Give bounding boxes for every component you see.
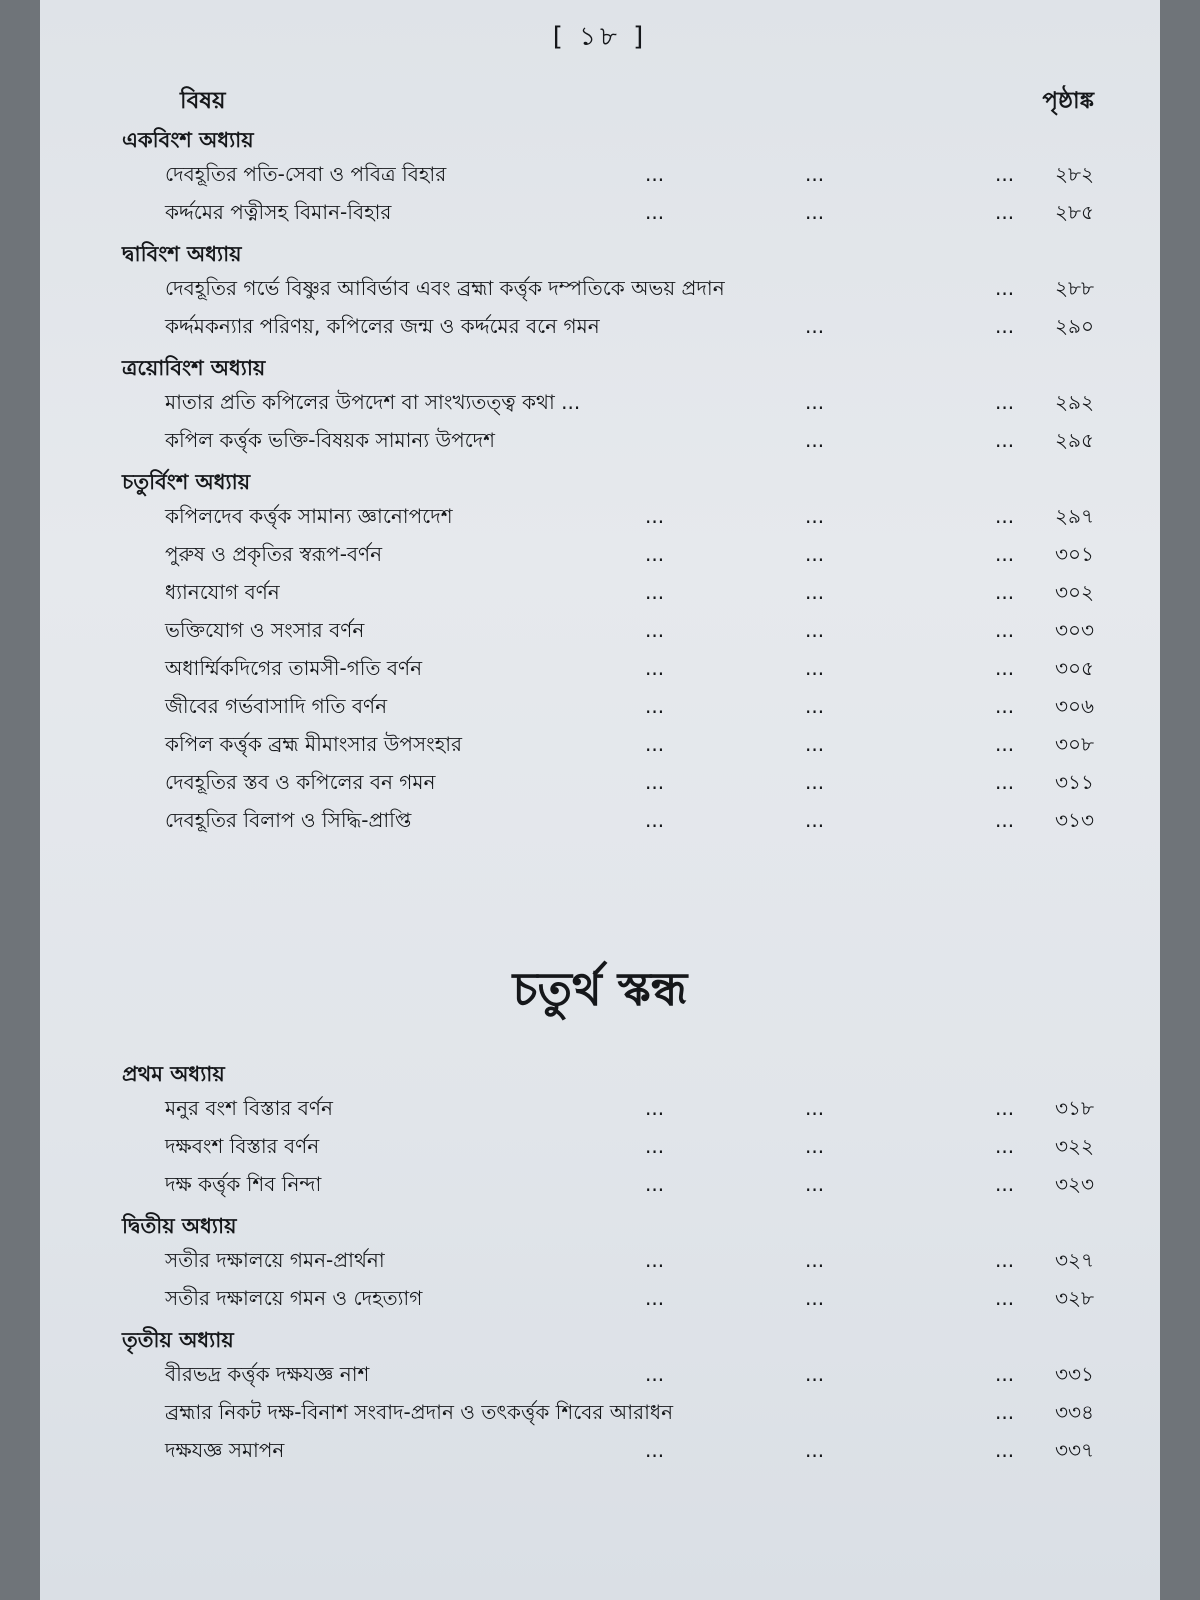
chapter-heading: দ্বিতীয় অধ্যায় [122,1214,237,1238]
entry-title: ধ্যানযোগ বর্ণন [165,580,280,604]
leader-dots: ... [995,1248,1015,1272]
leader-dots: ... [645,580,665,604]
entry-page-number: ২৮২ [1055,162,1094,186]
toc-entry [165,540,1094,570]
toc-entry [165,1360,1094,1390]
leader-dots: ... [995,1286,1015,1310]
entry-title: জীবের গর্ভবাসাদি গতি বর্ণন [165,694,388,718]
entry-title: কপিলদেব কর্ত্তৃক সামান্য জ্ঞানোপদেশ [165,504,453,528]
toc-entry [165,1246,1094,1276]
leader-dots: ... [995,580,1015,604]
entry-title: সতীর দক্ষালয়ে গমন-প্রার্থনা [165,1248,385,1272]
entry-title: ব্রহ্মার নিকট দক্ষ-বিনাশ সংবাদ-প্রদান ও তৎকর্ত্তৃক শিবের আরাধন [165,1400,674,1424]
chapter-heading: চতুর্বিংশ অধ্যায় [122,470,251,494]
leader-dots: ... [645,1362,665,1386]
leader-dots: ... [805,1362,825,1386]
leader-dots: ... [645,618,665,642]
toc-entry [165,1132,1094,1162]
leader-dots: ... [995,732,1015,756]
leader-dots: ... [995,276,1015,300]
leader-dots: ... [805,162,825,186]
leader-dots: ... [995,314,1015,338]
leader-dots: ... [645,1096,665,1120]
entry-page-number: ২৯৭ [1055,504,1094,528]
entry-page-number: ৩১৮ [1055,1096,1094,1120]
leader-dots: ... [995,656,1015,680]
leader-dots: ... [805,1172,825,1196]
entry-title: দেবহূতির পতি-সেবা ও পবিত্র বিহার [165,162,447,186]
entry-title: মাতার প্রতি কপিলের উপদেশ বা সাংখ্যতত্ত্ব কথা ... [165,390,581,414]
page-number: [ ১৮ ] [552,22,648,52]
entry-page-number: ২৮৮ [1055,276,1094,300]
entry-page-number: ২৯০ [1055,314,1094,338]
leader-dots: ... [995,1134,1015,1158]
entry-page-number: ২৮৫ [1055,200,1094,224]
leader-dots: ... [805,1438,825,1462]
leader-dots: ... [805,428,825,452]
entry-title: অধার্ম্মিকদিগের তামসী-গতি বর্ণন [165,656,423,680]
leader-dots: ... [805,390,825,414]
entry-title: দক্ষ কর্ত্তৃক শিব নিন্দা [165,1172,322,1196]
leader-dots: ... [995,770,1015,794]
toc-entry [165,692,1094,722]
entry-title: বীরভদ্র কর্ত্তৃক দক্ষযজ্ঞ নাশ [165,1362,370,1386]
entry-title: কপিল কর্ত্তৃক ব্রহ্ম মীমাংসার উপসংহার [165,732,463,756]
entry-page-number: ৩৩৪ [1055,1400,1094,1424]
leader-dots: ... [995,390,1015,414]
toc-entry [165,1094,1094,1124]
leader-dots: ... [995,1362,1015,1386]
leader-dots: ... [995,200,1015,224]
entry-title: কর্দ্দমের পত্নীসহ বিমান-বিহার [165,200,392,224]
entry-page-number: ৩১৩ [1055,808,1094,832]
leader-dots: ... [645,1172,665,1196]
leader-dots: ... [805,542,825,566]
toc-entry [165,1284,1094,1314]
leader-dots: ... [805,808,825,832]
entry-title: দক্ষযজ্ঞ সমাপন [165,1438,285,1462]
toc-entry [165,160,1094,190]
leader-dots: ... [805,200,825,224]
entry-title: সতীর দক্ষালয়ে গমন ও দেহত্যাগ [165,1286,423,1310]
leader-dots: ... [995,1172,1015,1196]
chapter-heading: প্রথম অধ্যায় [122,1062,225,1086]
leader-dots: ... [995,1400,1015,1424]
toc-entry [165,616,1094,646]
leader-dots: ... [805,656,825,680]
leader-dots: ... [995,694,1015,718]
toc-entry [165,388,1094,418]
entry-title: ভক্তিযোগ ও সংসার বর্ণন [165,618,365,642]
toc-entry [165,312,1094,342]
entry-page-number: ৩২৭ [1054,1248,1094,1272]
entry-page-number: ৩০১ [1055,542,1094,566]
toc-entry [165,1398,1094,1428]
leader-dots: ... [645,656,665,680]
leader-dots: ... [645,1248,665,1272]
toc-entry [165,768,1094,798]
part-title: চতুর্থ স্কন্ধ [512,962,688,1016]
chapter-heading: তৃতীয় অধ্যায় [122,1328,234,1352]
entry-page-number: ৩০৩ [1054,618,1094,642]
leader-dots: ... [805,770,825,794]
leader-dots: ... [995,428,1015,452]
leader-dots: ... [645,200,665,224]
entry-page-number: ৩০২ [1054,580,1094,604]
leader-dots: ... [645,770,665,794]
leader-dots: ... [645,1286,665,1310]
leader-dots: ... [805,1134,825,1158]
leader-dots: ... [995,618,1015,642]
leader-dots: ... [805,1286,825,1310]
leader-dots: ... [805,314,825,338]
leader-dots: ... [995,542,1015,566]
leader-dots: ... [805,1096,825,1120]
leader-dots: ... [645,808,665,832]
toc-entry [165,654,1094,684]
toc-entry [165,1436,1094,1466]
entry-page-number: ৩২৮ [1055,1286,1094,1310]
entry-title: মনুর বংশ বিস্তার বর্ণন [165,1096,333,1120]
entry-title: দেবহূতির স্তব ও কপিলের বন গমন [165,770,436,794]
leader-dots: ... [805,1248,825,1272]
entry-title: দক্ষবংশ বিস্তার বর্ণন [165,1134,320,1158]
entry-page-number: ৩৩৭ [1054,1438,1094,1462]
chapter-heading: ত্রয়োবিংশ অধ্যায় [122,356,266,380]
toc-entry [165,578,1094,608]
book-page [40,0,1160,1600]
leader-dots: ... [995,808,1015,832]
entry-title: দেবহূতির গর্ভে বিষ্ণুর আবির্ভাব এবং ব্রহ্মা কর্ত্তৃক দম্পতিকে অভয় প্রদান [165,276,725,300]
toc-entry [165,198,1094,228]
leader-dots: ... [645,162,665,186]
leader-dots: ... [645,542,665,566]
entry-page-number: ৩২২ [1054,1134,1094,1158]
page-no-heading: পৃষ্ঠাঙ্ক [1042,88,1094,114]
toc-entry [165,1170,1094,1200]
leader-dots: ... [645,1134,665,1158]
leader-dots: ... [805,694,825,718]
toc-entry [165,730,1094,760]
leader-dots: ... [805,580,825,604]
leader-dots: ... [805,504,825,528]
entry-page-number: ৩২৩ [1054,1172,1094,1196]
chapter-heading: একবিংশ অধ্যায় [122,128,254,152]
entry-page-number: ২৯২ [1055,390,1094,414]
entry-title: কপিল কর্ত্তৃক ভক্তি-বিষয়ক সামান্য উপদেশ [165,428,496,452]
leader-dots: ... [995,504,1015,528]
leader-dots: ... [645,694,665,718]
leader-dots: ... [805,618,825,642]
leader-dots: ... [645,1438,665,1462]
entry-page-number: ৩০৬ [1054,694,1094,718]
leader-dots: ... [645,504,665,528]
toc-header [180,82,1094,121]
entry-page-number: ৩৩১ [1055,1362,1094,1386]
leader-dots: ... [805,732,825,756]
entry-title: কর্দ্দমকন্যার পরিণয়, কপিলের জন্ম ও কর্দ্দমের বনে গমন [165,314,600,338]
leader-dots: ... [995,1438,1015,1462]
toc-entry [165,274,1094,304]
toc-entry [165,806,1094,836]
entry-title: দেবহূতির বিলাপ ও সিদ্ধি-প্রাপ্তি [165,808,412,832]
chapter-heading: দ্বাবিংশ অধ্যায় [122,242,242,266]
entry-page-number: ৩০৫ [1055,656,1094,680]
entry-page-number: ২৯৫ [1055,428,1094,452]
entry-page-number: ৩১১ [1055,770,1094,794]
leader-dots: ... [995,1096,1015,1120]
leader-dots: ... [645,732,665,756]
subject-heading: বিষয় [180,88,226,114]
entry-page-number: ৩০৮ [1055,732,1094,756]
toc-entry [165,426,1094,456]
toc-entry [165,502,1094,532]
entry-title: পুরুষ ও প্রকৃতির স্বরূপ-বর্ণন [165,542,383,566]
leader-dots: ... [995,162,1015,186]
